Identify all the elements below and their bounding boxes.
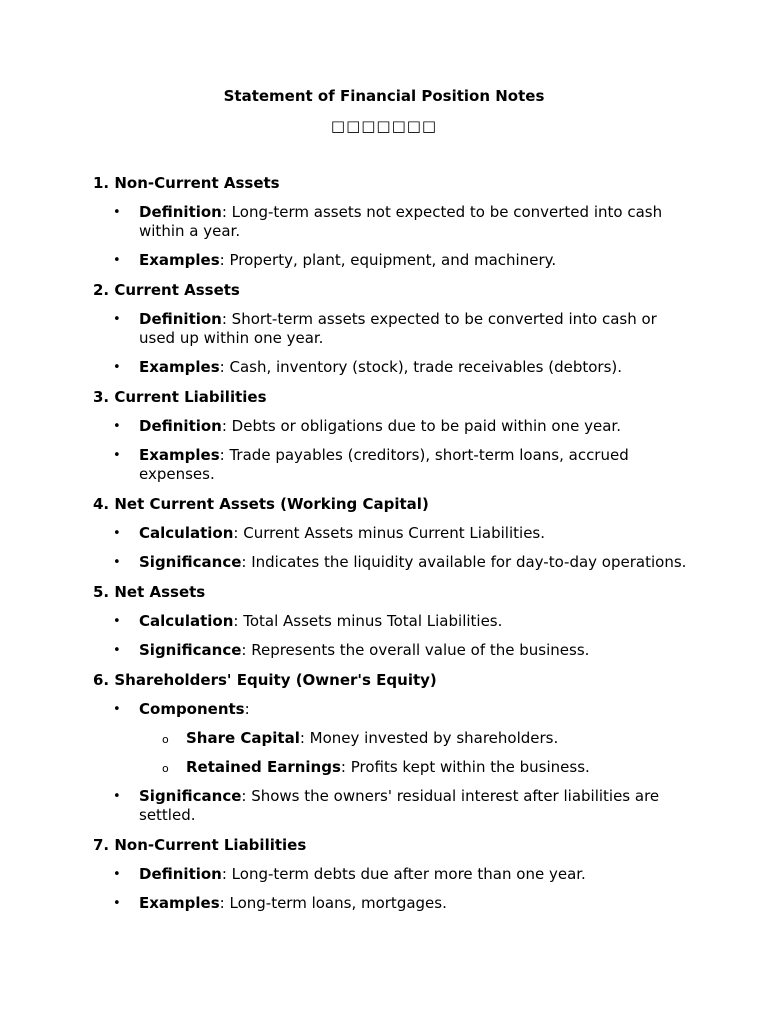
list-item bbox=[93, 787, 687, 825]
bullet-icon: • bbox=[113, 360, 121, 375]
item-term: Significance bbox=[139, 641, 242, 659]
section-items bbox=[93, 700, 693, 825]
list-item bbox=[93, 417, 687, 436]
section-title: Shareholders' Equity (Owner's Equity) bbox=[114, 671, 437, 689]
bullet-icon: • bbox=[113, 312, 121, 327]
sub-list bbox=[139, 729, 687, 777]
section-items bbox=[93, 612, 693, 660]
sub-list-item bbox=[139, 758, 687, 777]
item-text: : Current Assets minus Current Liabilities. bbox=[233, 524, 546, 542]
item-text: : Long-term debts due after more than one year. bbox=[221, 865, 586, 883]
section-number: 1. bbox=[93, 174, 110, 192]
bullet-icon: • bbox=[113, 867, 121, 882]
list-item bbox=[93, 641, 687, 660]
item-term: Calculation bbox=[139, 524, 234, 542]
bullet-icon: • bbox=[113, 205, 121, 220]
section-title: Current Assets bbox=[114, 281, 240, 299]
bullet-icon: • bbox=[113, 253, 121, 268]
item-text: : Shows the owners' residual interest after liabilities are settled. bbox=[139, 787, 660, 824]
item-text: : Represents the overall value of the business. bbox=[241, 641, 590, 659]
section-heading bbox=[93, 835, 693, 855]
item-term: Definition bbox=[139, 310, 222, 328]
section-number: 3. bbox=[93, 388, 110, 406]
bullet-icon: • bbox=[113, 789, 121, 804]
list-item bbox=[93, 865, 687, 884]
sub-item-term: Retained Earnings bbox=[186, 758, 341, 776]
sub-item-text: : Money invested by shareholders. bbox=[299, 729, 559, 747]
bullet-icon: • bbox=[113, 614, 121, 629]
list-item bbox=[93, 203, 687, 241]
item-text: : Debts or obligations due to be paid within one year. bbox=[221, 417, 621, 435]
item-text: : Long-term assets not expected to be converted into cash within a year. bbox=[139, 203, 663, 240]
bullet-icon: • bbox=[113, 702, 121, 717]
section-heading bbox=[93, 582, 693, 602]
bullet-icon: • bbox=[113, 896, 121, 911]
list-item bbox=[93, 310, 687, 348]
list-item bbox=[93, 612, 687, 631]
item-term: Significance bbox=[139, 787, 242, 805]
section-items bbox=[93, 417, 693, 484]
item-term: Calculation bbox=[139, 612, 234, 630]
item-term: Definition bbox=[139, 203, 222, 221]
item-text: : Long-term loans, mortgages. bbox=[219, 894, 447, 912]
section-title: Net Assets bbox=[114, 583, 206, 601]
list-item bbox=[93, 251, 687, 270]
section-title: Non-Current Assets bbox=[114, 174, 280, 192]
item-term: Definition bbox=[139, 865, 222, 883]
list-item bbox=[93, 553, 687, 572]
section-heading bbox=[93, 494, 693, 514]
bullet-icon: • bbox=[113, 526, 121, 541]
notes-list bbox=[93, 173, 693, 923]
section-items bbox=[93, 203, 693, 270]
bullet-icon: • bbox=[113, 419, 121, 434]
document-title: Statement of Financial Position Notes bbox=[223, 87, 545, 105]
section-title: Net Current Assets (Working Capital) bbox=[114, 495, 429, 513]
item-term: Definition bbox=[139, 417, 222, 435]
item-text: : Total Assets minus Total Liabilities. bbox=[233, 612, 503, 630]
circle-bullet-icon: o bbox=[162, 762, 169, 775]
item-text: : Cash, inventory (stock), trade receivables (debtors). bbox=[219, 358, 623, 376]
section-heading bbox=[93, 387, 693, 407]
section-items bbox=[93, 524, 693, 572]
item-text: : bbox=[244, 700, 250, 718]
section-title: Non-Current Liabilities bbox=[114, 836, 307, 854]
bullet-icon: • bbox=[113, 448, 121, 463]
section-heading bbox=[93, 280, 693, 300]
section-items bbox=[93, 310, 693, 377]
item-term: Examples bbox=[139, 251, 220, 269]
sub-item-text: : Profits kept within the business. bbox=[340, 758, 590, 776]
section-number: 6. bbox=[93, 671, 110, 689]
list-item bbox=[93, 358, 687, 377]
item-term: Significance bbox=[139, 553, 242, 571]
section-heading bbox=[93, 670, 693, 690]
bullet-icon: • bbox=[113, 643, 121, 658]
circle-bullet-icon: o bbox=[162, 733, 169, 746]
section-number: 4. bbox=[93, 495, 110, 513]
item-text: : Indicates the liquidity available for day-to-day operations. bbox=[241, 553, 687, 571]
item-term: Examples bbox=[139, 358, 220, 376]
item-text: : Trade payables (creditors), short-term loans, accrued expenses. bbox=[139, 446, 629, 483]
section-heading bbox=[93, 173, 693, 193]
list-item bbox=[93, 894, 687, 913]
list-item bbox=[93, 524, 687, 543]
list-item bbox=[93, 446, 687, 484]
sub-item-term: Share Capital bbox=[186, 729, 300, 747]
section-number: 2. bbox=[93, 281, 110, 299]
list-item bbox=[93, 700, 687, 777]
item-term: Components bbox=[139, 700, 245, 718]
section-items bbox=[93, 865, 693, 913]
item-term: Examples bbox=[139, 894, 220, 912]
item-text: : Property, plant, equipment, and machinery. bbox=[219, 251, 557, 269]
document-subtitle: □□□□□□□ bbox=[330, 117, 438, 135]
item-text: : Short-term assets expected to be converted into cash or used up within one year. bbox=[139, 310, 657, 347]
section-number: 5. bbox=[93, 583, 110, 601]
section-number: 7. bbox=[93, 836, 110, 854]
bullet-icon: • bbox=[113, 555, 121, 570]
item-term: Examples bbox=[139, 446, 220, 464]
section-title: Current Liabilities bbox=[114, 388, 267, 406]
sub-list-item bbox=[139, 729, 687, 748]
